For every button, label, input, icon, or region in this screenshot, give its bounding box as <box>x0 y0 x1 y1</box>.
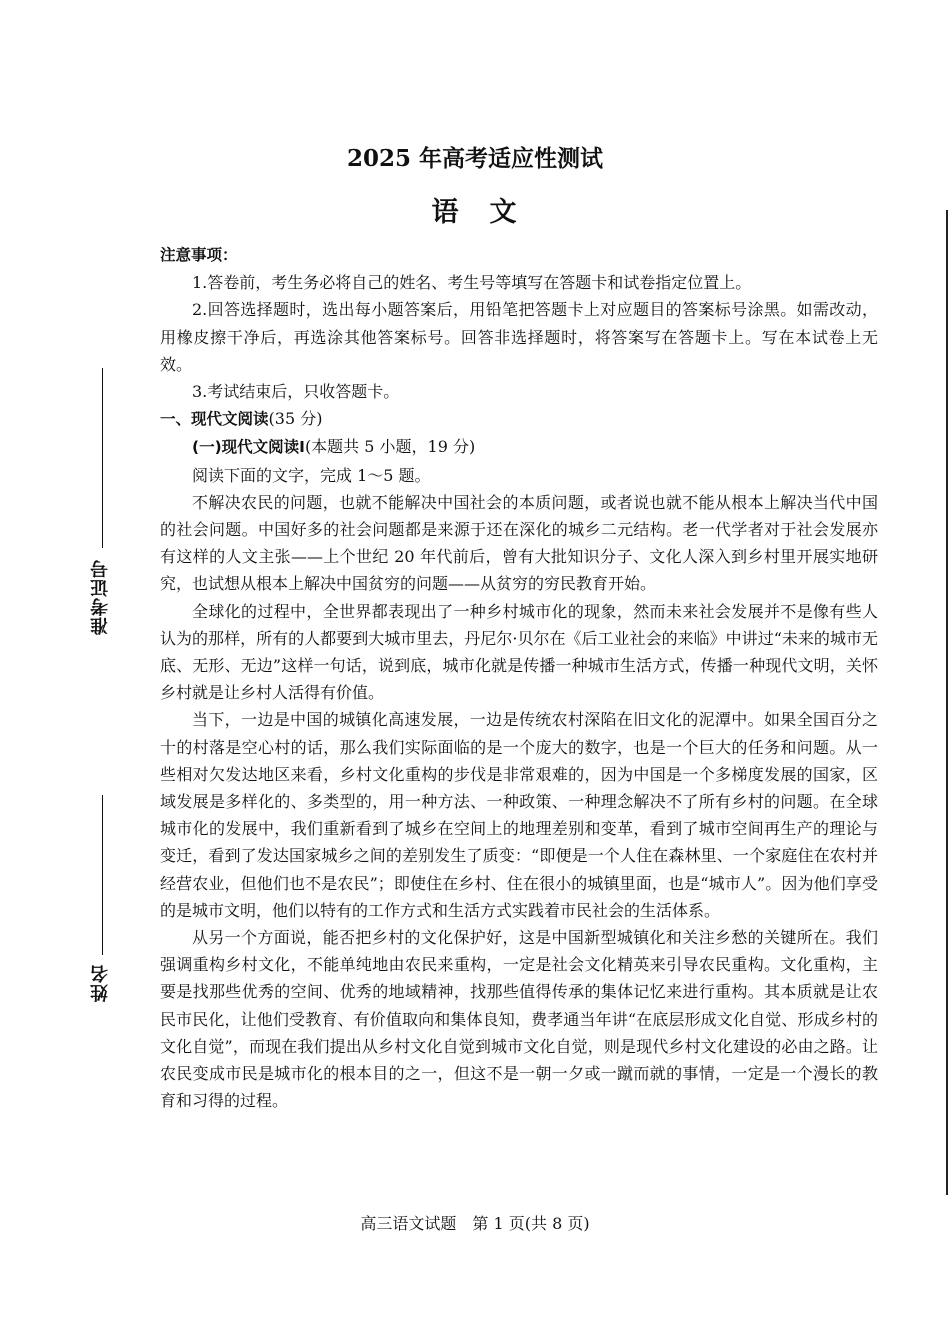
subsection-title: (一)现代文阅读Ⅰ <box>192 438 305 457</box>
passage-paragraph: 不解决农民的问题，也就不能解决中国社会的本质问题，或者说也就不能从根本上解决当代中国的社会问题。中国好多的社会问题都是来源于还在深化的城乡二元结构。老一代学者对于社会发展亦有这样的人文主张——上个世纪 20 年代前后，曾有大批知识分子、文化人深入到乡村里开展实地研究，也试想从根本上解决中国贫穷的问题——从贫穷的穷民教育开始。 <box>160 492 878 594</box>
notice-heading: 注意事项： <box>160 246 238 264</box>
notice-item: 2.回答选择题时，选出每小题答案后，用铅笔把答题卡上对应题目的答案标号涂黑。如需改动，用橡皮擦干净后，再选涂其他答案标号。回答非选择题时，将答案写在答题卡上。写在本试卷上无效。 <box>160 300 878 374</box>
passage-paragraph: 从另一个方面说，能否把乡村的文化保护好，这是中国新型城镇化和关注乡愁的关键所在。我们强调重构乡村文化，不能单纯地由农民来重构，一定是社会文化精英来引导农民重构。文化重构，主要是找那些优秀的空间、优秀的地域精神，找那些值得传承的集体记忆来进行重构。其本质就是让农民市民化，让他们受教育、有价值取向和集体良知，费孝通当年讲“在底层形成文化自觉、形成乡村的文化自觉”，而现在我们提出从乡村文化自觉到城市文化自觉，则是现代乡村文化建设的必由之路。让农民变成市民是城市化的根本目的之一，但这不是一朝一夕或一蹴而就的事情，一定是一个漫长的教育和习得的过程。 <box>160 928 878 1111</box>
notice-item: 3.考试结束后，只收答题卡。 <box>192 382 400 402</box>
name-write-line[interactable] <box>102 795 103 955</box>
name-label: 姓名 <box>90 964 111 1002</box>
exam-content <box>160 242 878 1115</box>
page-footer: 高三语文试题 第 1 页(共 8 页) <box>360 1214 590 1233</box>
passage-paragraph: 全球化的过程中，全世界都表现出了一种乡村城市化的现象，然而未来社会发展并不是像有些人认为的那样，所有的人都要到大城市里去，丹尼尔·贝尔在《后工业社会的来临》中讲过“未来的城市无底、无形、无边”这样一句话，说到底，城市化就是传播一种城市生活方式，传播一种现代文明，关怀乡村就是让乡村人活得有价值。 <box>160 601 878 703</box>
page-edge-line <box>946 210 948 1195</box>
section-title: 一、现代文阅读 <box>160 410 269 429</box>
exam-id-write-line[interactable] <box>102 368 103 548</box>
notice-item: 1.答卷前，考生务必将自己的姓名、考生号等填写在答题卡和试卷指定位置上。 <box>192 273 752 293</box>
exam-id-label: 准考证号 <box>90 559 111 635</box>
subsection-heading <box>160 433 878 461</box>
subsection-info: (本题共 5 小题，19 分) <box>304 437 476 457</box>
exam-title: 2025 年高考适应性测试 <box>346 145 604 172</box>
reading-instruction: 阅读下面的文字，完成 1～5 题。 <box>192 465 431 485</box>
exam-id-field <box>88 368 118 638</box>
section-heading <box>160 405 878 433</box>
name-field <box>88 795 118 1007</box>
section-points: (35 分) <box>268 409 323 429</box>
subject-title: 语 文 <box>431 197 519 228</box>
passage-paragraph: 当下，一边是中国的城镇化高速发展，一边是传统农村深陷在旧文化的泥潭中。如果全国百分之十的村落是空心村的话，那么我们实际面临的是一个庞大的数字，也是一个巨大的任务和问题。从一些相对欠发达地区来看，乡村文化重构的步伐是非常艰难的，因为中国是一个多梯度发展的国家，区域发展是多样化的、多类型的，用一种方法、一种政策、一种理念解决不了所有乡村的问题。在全球城市化的发展中，我们重新看到了城乡在空间上的地理差别和变革，看到了城市空间再生产的理论与变迁，看到了发达国家城乡之间的差别发生了质变：“即便是一个人住在森林里、一个家庭住在农村并经营农业，但他们也不是农民”；即使住在乡村、住在很小的城镇里面，也是“城市人”。因为他们享受的是城市文明，他们以特有的工作方式和生活方式实践着市民社会的生活体系。 <box>160 710 878 920</box>
